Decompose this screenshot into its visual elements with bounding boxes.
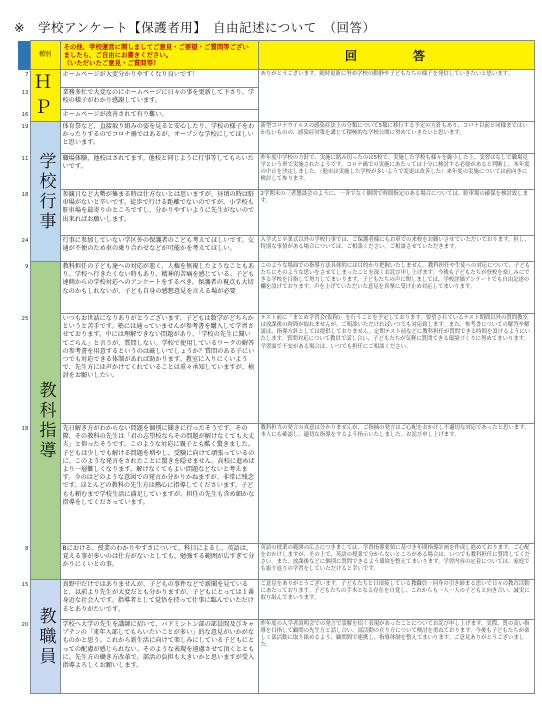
table-header (18, 41, 534, 70)
answer-cell: 新型コロナウイルスの感染症法上の分類について5類に移行する予定の方針もあり、コロナ以前と同様まではいかないものの、感染症対策を講じて積極的な学校公開に努めていきたいと思います。 (258, 122, 534, 154)
table-row: 8 Bにおける、授業のわかりやすさについて、科目によるし、英語は、覚える事が多いのは仕方がないとしても、勉強する範囲が広すぎて分かりにくいとの事。 英語の授業の範囲の広さにつきましては、学習指導要領に基づき年間指導計画を作成し進めております。ご心配をおかけしますが、その上で、英語の授業で分からないところがある場合は、いつでも教科担任に質問してください。また、放課後などに個別に質問できるよう環境を整えてまいります。学習内容の定着については、家庭でも振り返りの学習をしていただけると幸いです。 (18, 544, 534, 580)
answer-header: 回 答 (258, 41, 534, 70)
opinion-cell: 体育祭など、直接取り組みの姿を見ると安心したり、学校の様子をわかったりするのでコロナ禍ではあるが、オープンな学校にしてほしいと思います。 (60, 122, 258, 154)
opinion-cell: ホームページが大変分かりやすくなり良いです！ (60, 70, 258, 88)
table-row: 20 学校へ大学の先生を講師に招いて、バドミントン部の部員間及びキャプテンの「来年入部してもらいたいことが多い」的な意見がいかがなものかと思う。これから新生活に向けて楽しみにしている子どもにとっての配慮が感じられない。そのような表現を遠慮させて頂くとともに、先生方の働き方改革で、部活の負担も大きいかと思いますが受入指導よろしくお願いします。 昨年度の入学者説明会での発言で誤解を招く表現があったことについてお詫び申し上げます。実際、質の高い指導を目指して顧問の先生方と話し合い、部活動の在り方について検討を重ねております。今後も子どもたちが楽しく部活動に取り組めるよう、顧問間で連携し、指導体制を整えてまいります。ご意見ありがとうございました。 (18, 620, 534, 694)
answer-cell: ご意見をありがとうございます。子どもたちと日頃接している教職員一同身の引き締まる思いで日々の教育活動にあたっております。子どもたちの手本となる存在を自覚し、これからも一人一人の子どもと向き合い、誠実に取り組んでまいります。 (258, 580, 534, 620)
table-row: 19 学校行事 体育祭など、直接取り組みの姿を見ると安心したり、学校の様子をわかったりするのでコロナ禍ではあるが、オープンな学校にしてほしいと思います。 新型コロナウイルスの感染症法上の分類について5類に移行する予定の方針もあり、コロナ以前と同様まではいかないものの、感染症対策を講じて積極的な学校公開に努めていきたいと思います。 (18, 122, 534, 154)
answer-cell: 英語の授業の範囲の広さにつきましては、学習指導要領に基づき年間指導計画を作成し進めております。ご心配をおかけしますが、その上で、英語の授業で分からないところがある場合は、いつでも教科担任に質問してください。また、放課後などに個別に質問できるよう環境を整えてまいります。学習内容の定着については、家庭でも振り返りの学習をしていただけると幸いです。 (258, 544, 534, 580)
answer-cell: テスト前に「まとめ学習会(仮称)」を行うことを予定しております。要望されているテスト期間以外の質問教室は放課後の時間が取れませんが、ご相談いただければいつでも対応致します。また、参考書についての解答や解説は、指導方針としては提供しておりません。定期テスト前などに教科担任が質問できる時間を設けるようにいたします。質問対応について教員で話し合い、子どもたちが気軽に質問できる環境づくりに努めてまいります。学習面で不安がある場合は、いつでも担任にご相談ください。 (258, 314, 534, 424)
answer-cell: 2学期末の三者懇談会のように、一斉でなく個別で時間指定のある場合については、駐車場の確保を検討致します。 (258, 190, 534, 236)
page-title: ※ 学校アンケート【保護者用】 自由記述について （回答） (14, 20, 376, 35)
opinion-header (60, 41, 258, 70)
opinion-cell: 学校へ大学の先生を講師に招いて、バドミントン部の部員間及びキャプテンの「来年入部してもらいたいことが多い」的な意見がいかがなものかと思う。これから新生活に向けて楽しみにしている子どもにとっての配慮が感じられない。そのような表現を遠慮させて頂くとともに、先生方の働き方改革で、部活の負担も大きいかと思いますが受入指導よろしくお願いします。 (60, 620, 258, 694)
type-header: 種別 (30, 41, 60, 70)
category-teaching: 教科指導 (30, 262, 60, 580)
opinion-cell: ホームページが改善されて有り難い。 (60, 110, 258, 122)
opinion-cell: 先日解き方がわからない問題を個別に聞きに行ったそうです。その際、その教科の先生は「君の志望校ならその問題が解けなくても大丈夫」と仰ったそうです。このような対応に親子とも酷く驚きました。子どもは少しでも解ける問題を増やし、受験に向けて頑張っているのに、このような発言をされたことに驚きを隠せません。高校に進めばより一層難しくなります。解けなくてもよい問題などないと考えます。今のはどのような意図での発言か分かりかねますが、非常に残念です。ほとんどの教科の先生方は熱心に指導してくださいます。子どもも頼むまで学校生活に満足していますが、担任の先生も含め細かな指導をしてくださっています。 (60, 424, 258, 544)
opinion-cell: 業務多忙で大変なのにホームページに日々の事を更新して下さり、学校の様子がわかり感謝しています。 (60, 88, 258, 110)
opinion-cell: Bにおける、授業のわかりやすさについて、科目によるし、英語は、覚える事が多いのは仕方がないとしても、勉強する範囲が広すぎて分かりにくいとの事。 (60, 544, 258, 580)
survey-table (18, 40, 535, 694)
opinion-header-sub: （いただいたご意見・ご質問等） (63, 59, 160, 67)
table-row: 15 教職員 真野中だけではありませんが、子どもの事件などで新聞を見ていると、以前より先生が大変だとも分かりますが、子どもにとっては１番身近な社会人です。指導者として覚悟を持って仕事に臨んでいただけるとありがたいです。 ご意見をありがとうございます。子どもたちと日頃接している教職員一同身の引き締まる思いで日々の教育活動にあたっております。子どもたちの手本となる存在を自覚し、これからも一人一人の子どもと向き合い、誠実に取り組んでまいります。 (18, 580, 534, 620)
opinion-cell: 職場体験、他校はされてます。他校と同じように行事等してもらいたいです。 (60, 154, 258, 190)
category-staff: 教職員 (30, 580, 60, 694)
table-row: 18 参観日など大勢が集まる時は仕方ないとは思いますが、昼頃の時は駐車場がないと辛いです。徒歩で行ける距離でないのですが、小学校も駐車場を最寄りのところですし、分かりやすいように先生がないので出来ればお願いします。 2学期末の三者懇談会のように、一斉でなく個別で時間指定のある場合については、駐車場の確保を検討致します。 (18, 190, 534, 236)
table-row: 9 教科指導 教科担任の子ども達への対応が悪く、人権を無視したようなこともあり、学校へ行きたくない時もあり、精神的苦痛を感じている。子ども達側からの学校対応へのアンケートをするべき。保護者の視点も大切なのかもしれないが、子ども自身の感想意見を言える場が必要 このような場面での指導方法具体的には目的かり把握いたしません。教科担任や生徒への対応について、子どもたちにそのような思いをさせてしまったことを深くお詫び申し上げます。今後も子どもたちが登校を楽しみにできる学校を目指して努力してまいります。子どもたちの声に関しましては、学校評価アンケートでも自由記述の欄を設けております。声を上げていただいた意見を真摯に受け止め対応してまいります。 (18, 262, 534, 314)
table-row: 18 先日解き方がわからない問題を個別に聞きに行ったそうです。その際、その教科の先生は「君の志望校ならその問題が解けなくても大丈夫」と仰ったそうです。このような対応に親子とも酷く驚きました。子どもは少しでも解ける問題を増やし、受験に向けて頑張っているのに、このような発言をされたことに驚きを隠せません。高校に進めばより一層難しくなります。解けなくてもよい問題などないと考えます。今のはどのような意図での発言か分かりかねますが、非常に残念です。ほとんどの教科の先生方は熱心に指導してくださいます。子どもも頼むまで学校生活に満足していますが、担任の先生も含め細かな指導をしてくださっています。 教科担当の発言の真意は分かりませんが、ご指摘の発言はご心配をおかけし不適切な対応であったと思います。本人にも確認し、適切な指導をするよう指示いたしました。お詫び申し上げます。 (18, 424, 534, 544)
opinion-cell: 行事に参加していない学区外の保護者のこども考えてほしいです。交通が不便のため車の乗り合わせなどが可能かを考えてほしい。 (60, 236, 258, 262)
answer-cell: 昨年度中学校の方針で、実施に踏み切ったのは5校で、実施した学校も様々を縮小した上、実習はなしで職場見学という形で実施されたようです。コロナ禍での実施にあたっては十分に検討する必要があると判断し、本年度の中止を決定しました。（他市は実施した学校が多いようで変更は改善した）来年度の実施については前向きに検討して参ります。 (258, 154, 534, 190)
answer-cell: 昨年度の入学者説明会での発言で誤解を招く表現があったことについてお詫び申し上げます。実際、質の高い指導を目指して顧問の先生方と話し合い、部活動の在り方について検討を重ねております。今後も子どもたちが楽しく部活動に取り組めるよう、顧問間で連携し、指導体制を整えてまいります。ご意見ありがとうございました。 (258, 620, 534, 694)
answer-cell: ありがとうございます。随時更新に努め学校の動静や子どもたちの様子を発信していきたいと思います。 (258, 70, 534, 122)
table-row: 7 ＨＰ ホームページが大変分かりやすくなり良いです！ ありがとうございます。随時更新に努め学校の動静や子どもたちの様子を発信していきたいと思います。 (18, 70, 534, 88)
category-events: 学校行事 (30, 122, 60, 262)
table-row: 13 業務多忙で大変なのにホームページに日々の事を更新して下さり、学校の様子がわかり感謝しています。 (18, 88, 534, 110)
opinion-cell: 真野中だけではありませんが、子どもの事件などで新聞を見ていると、以前より先生が大変だとも分かりますが、子どもにとっては１番身近な社会人です。指導者として覚悟を持って仕事に臨んでいただけるとありがたいです。 (60, 580, 258, 620)
table-row: 11 職場体験、他校はされてます。他校と同じように行事等してもらいたいです。 昨年度中学校の方針で、実施に踏み切ったのは5校で、実施した学校も様々を縮小した上、実習はなしで職場見学という形で実施されたようです。コロナ禍での実施にあたっては十分に検討する必要があると判断し、本年度の中止を決定しました。（他市は実施した学校が多いようで変更は改善した）来年度の実施については前向きに検討して参ります。 (18, 154, 534, 190)
table-row: 24 行事に参加していない学区外の保護者のこども考えてほしいです。交通が不便のため車の乗り合わせなどが可能かを考えてほしい。 入学式と卒業式以外の学校行事では、ご保護者様にもお車での来校をお願いさせていただいております。但し、特別な事情がある場合については、ご相談ください。ご相談させていただきます。 (18, 236, 534, 262)
answer-cell: このような場面での指導方法具体的には目的かり把握いたしません。教科担任や生徒への対応について、子どもたちにそのような思いをさせてしまったことを深くお詫び申し上げます。今後も子どもたちが登校を楽しみにできる学校を目指して努力してまいります。子どもたちの声に関しましては、学校評価アンケートでも自由記述の欄を設けております。声を上げていただいた意見を真摯に受け止め対応してまいります。 (258, 262, 534, 314)
table-row: 16 ホームページが改善されて有り難い。 (18, 110, 534, 122)
opinion-cell: いつもお世話になりありがとうございます。子どもは数学がどちらかというと苦手です。塾には通っていませんが参考書を購入して学習させております。中には理解できない問題があり、「学校の先生に聞いてごらん」と言うが、質問しない。学校で使用しているワークの解答の参考書を用意するというのは厳しいでしょうか？質問のある子にいつでも対応できる体制があれば助かります。教室に入りにくいようで、先生方には声かけてくれていることは重々承知していますが、検討をお願いしたい。 (60, 314, 258, 424)
table-row: 25 いつもお世話になりありがとうございます。子どもは数学がどちらかというと苦手です。塾には通っていませんが参考書を購入して学習させております。中には理解できない問題があり、「学校の先生に聞いてごらん」と言うが、質問しない。学校で使用しているワークの解答の参考書を用意するというのは厳しいでしょうか？質問のある子にいつでも対応できる体制があれば助かります。教室に入りにくいようで、先生方には声かけてくれていることは重々承知していますが、検討をお願いしたい。 テスト前に「まとめ学習会(仮称)」を行うことを予定しております。要望されているテスト期間以外の質問教室は放課後の時間が取れませんが、ご相談いただければいつでも対応致します。また、参考書についての解答や解説は、指導方針としては提供しておりません。定期テスト前などに教科担任が質問できる時間を設けるようにいたします。質問対応について教員で話し合い、子どもたちが気軽に質問できる環境づくりに努めてまいります。学習面で不安がある場合は、いつでも担任にご相談ください。 (18, 314, 534, 424)
category-hp: ＨＰ (30, 70, 60, 122)
opinion-cell: 教科担任の子ども達への対応が悪く、人権を無視したようなこともあり、学校へ行きたくない時もあり、精神的苦痛を感じている。子ども達側からの学校対応へのアンケートをするべき。保護者の視点も大切なのかもしれないが、子ども自身の感想意見を言える場が必要 (60, 262, 258, 314)
answer-cell: 入学式と卒業式以外の学校行事では、ご保護者様にもお車での来校をお願いさせていただいております。但し、特別な事情がある場合については、ご相談ください。ご相談させていただきます。 (258, 236, 534, 262)
opinion-cell: 参観日など大勢が集まる時は仕方ないとは思いますが、昼頃の時は駐車場がないと辛いです。徒歩で行ける距離でないのですが、小学校も駐車場を最寄りのところですし、分かりやすいように先生がないので出来ればお願いします。 (60, 190, 258, 236)
opinion-header-lead: その他、学校運営に関しましてご意見・ご要望・ご質問等ございましたら、ご自由にお書きください。 (63, 43, 249, 59)
answer-cell: 教科担当の発言の真意は分かりませんが、ご指摘の発言はご心配をおかけし不適切な対応であったと思います。本人にも確認し、適切な指導をするよう指示いたしました。お詫び申し上げます。 (258, 424, 534, 544)
